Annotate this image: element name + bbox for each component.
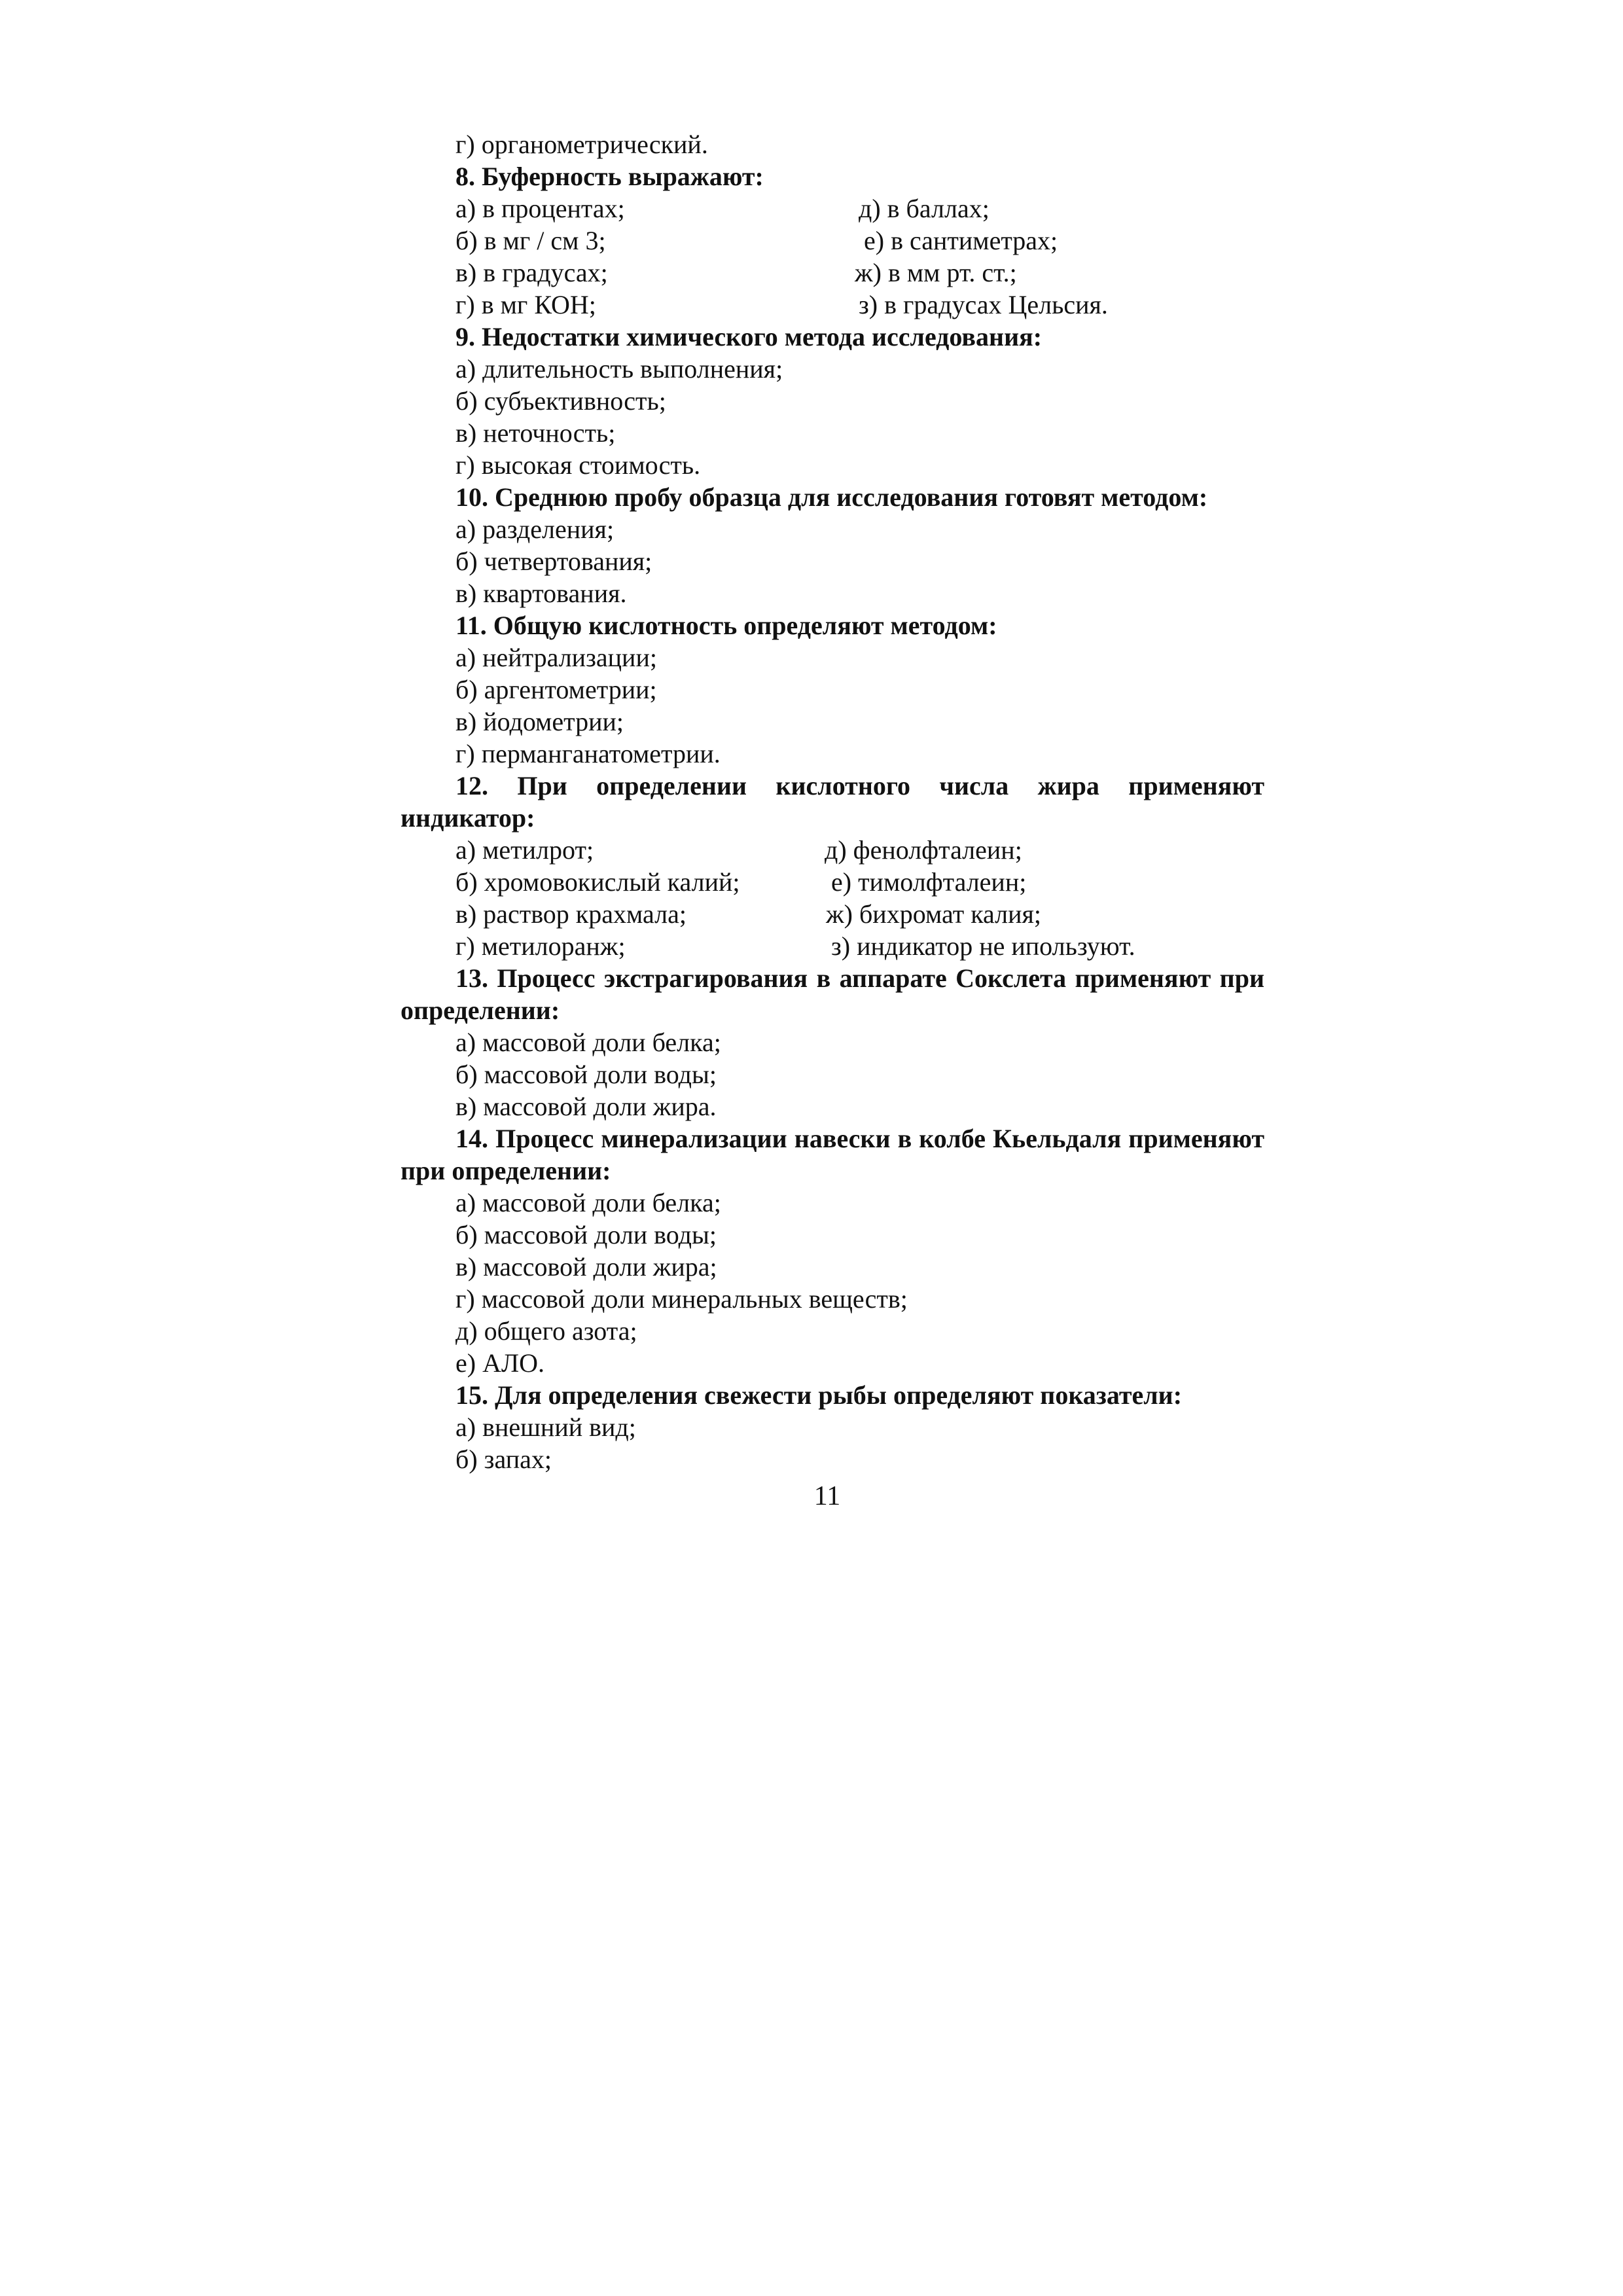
answer-option: б) четвертования; [455, 547, 652, 576]
answer-option: а) длительность выполнения; [455, 354, 783, 384]
question-10-title: 10. Среднюю пробу образца для исследования готовят методом: [455, 482, 1208, 512]
question-8-row [401, 192, 1264, 224]
question-12-row [401, 930, 1264, 962]
answer-option: д) фенолфталеин; [825, 835, 1022, 865]
answer-option: а) нейтрализации; [455, 643, 657, 672]
question-9-title: 9. Недостатки химического метода исследования: [455, 322, 1043, 351]
answer-option: г) метилоранж; [455, 931, 626, 961]
question-11-title: 11. Общую кислотность определяют методом: [455, 611, 997, 640]
answer-option: г) перманганатометрии. [455, 739, 721, 768]
question-12-title: 12. При определении кислотного числа жира применяют индикатор: [401, 771, 1264, 833]
question-12-row [401, 898, 1264, 930]
question-13-title: 13. Процесс экстрагирования в аппарате Сокслета применяют при определении: [401, 963, 1264, 1025]
answer-option: а) метилрот; [455, 835, 594, 865]
answer-option: а) внешний вид; [455, 1412, 636, 1442]
answer-option: г) высокая стоимость. [455, 450, 701, 480]
document-page [401, 128, 1264, 1475]
answer-option: е) АЛО. [455, 1348, 544, 1378]
answer-option: в) массовой доли жира. [455, 1092, 717, 1121]
answer-option: г) массовой доли минеральных веществ; [455, 1284, 908, 1314]
answer-option: б) в мг / см 3; [455, 226, 606, 255]
answer-option: з) индикатор не ипользуют. [831, 931, 1135, 961]
question-15-title: 15. Для определения свежести рыбы определяют показатели: [455, 1380, 1183, 1410]
question-8-row [401, 224, 1264, 257]
answer-option: а) в процентах; [455, 194, 625, 223]
question-8-row [401, 257, 1264, 289]
answer-option: б) субъективность; [455, 386, 666, 416]
page-number: 11 [813, 1481, 841, 1511]
answer-option: ж) бихромат калия; [826, 899, 1042, 929]
answer-option: б) аргентометрии; [455, 675, 657, 704]
answer-option: в) неточность; [455, 418, 616, 448]
answer-option: б) хромовокислый калий; [455, 867, 740, 897]
answer-option: в) массовой доли жира; [455, 1252, 717, 1282]
answer-option: в) в градусах; [455, 258, 608, 287]
answer-option: в) йодометрии; [455, 707, 624, 736]
answer-option: г) в мг КОН; [455, 290, 596, 319]
answer-option: а) массовой доли белка; [455, 1028, 721, 1057]
answer-option: а) разделения; [455, 514, 615, 544]
answer-option: е) в сантиметрах; [864, 226, 1058, 255]
answer-option: д) в баллах; [859, 194, 990, 223]
answer-option: в) квартования. [455, 579, 627, 608]
answer-option: ж) в мм рт. ст.; [855, 258, 1017, 287]
answer-option: г) органометрический. [455, 130, 708, 159]
answer-option: з) в градусах Цельсия. [859, 290, 1108, 319]
answer-option: б) массовой доли воды; [455, 1060, 717, 1089]
answer-option: б) массовой доли воды; [455, 1220, 717, 1249]
question-12-row [401, 866, 1264, 898]
answer-option: в) раствор крахмала; [455, 899, 687, 929]
question-8-title: 8. Буферность выражают: [455, 162, 764, 191]
answer-option: а) массовой доли белка; [455, 1188, 721, 1217]
answer-option: е) тимолфталеин; [831, 867, 1027, 897]
answer-option: д) общего азота; [455, 1316, 637, 1346]
question-14-title: 14. Процесс минерализации навески в колбе Кьельдаля применяют при определении: [401, 1124, 1264, 1185]
question-8-row [401, 289, 1264, 321]
question-12-row [401, 834, 1264, 866]
answer-option: б) запах; [455, 1444, 552, 1474]
